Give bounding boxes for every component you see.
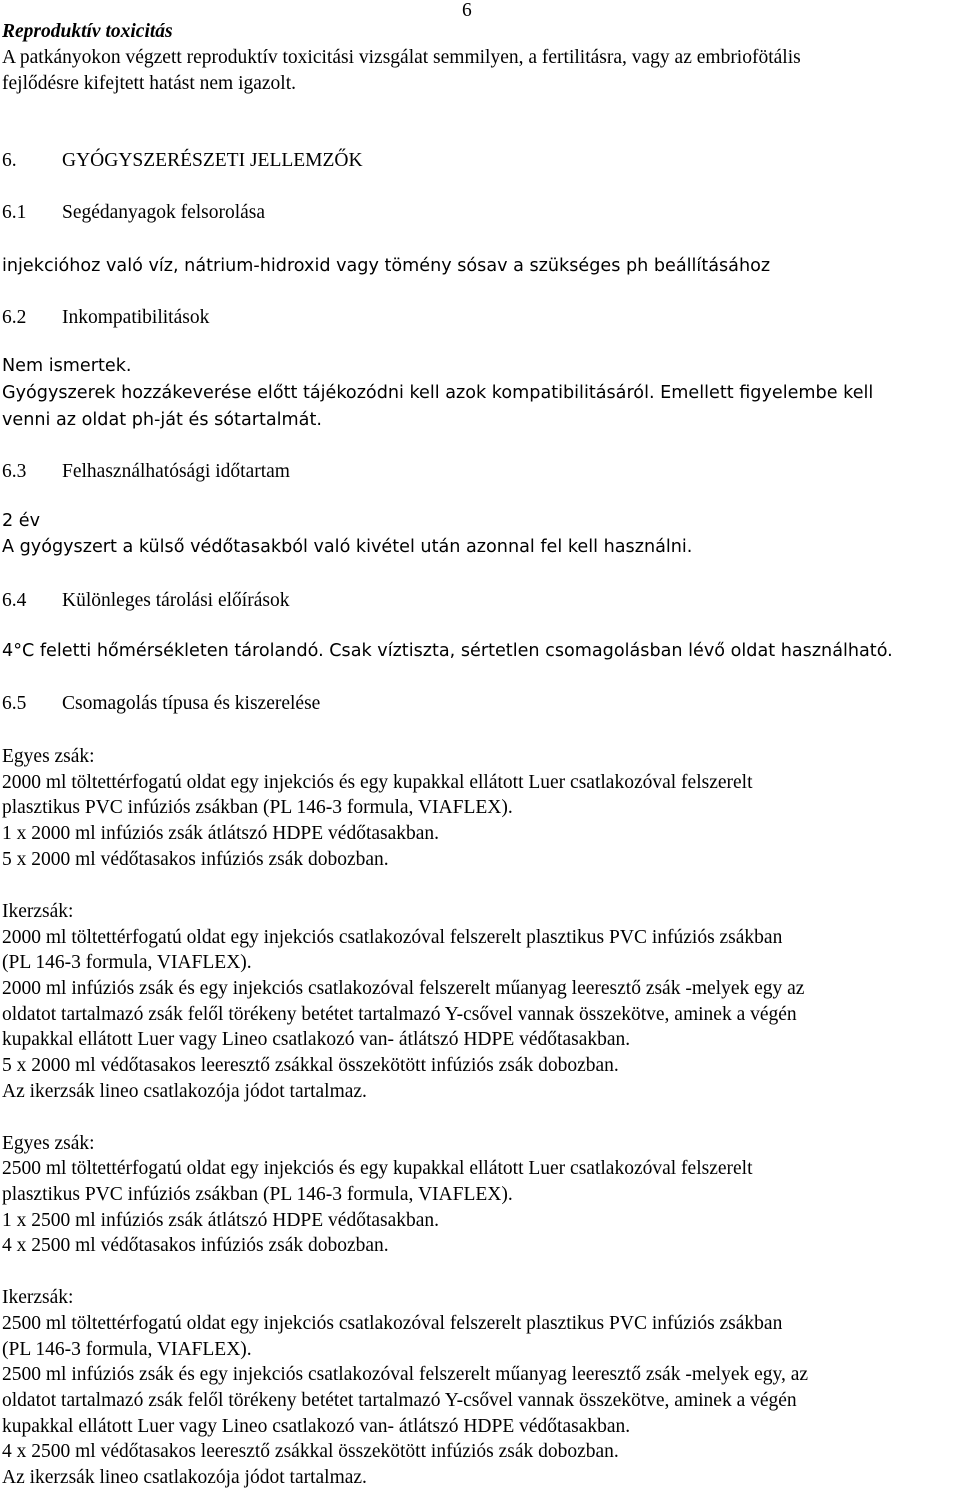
- section-number: 6.4: [2, 590, 27, 611]
- package-block-line: kupakkal ellátott Luer vagy Lineo csatlakozó van- átlátszó HDPE védőtasakban.: [2, 1029, 631, 1050]
- package-block-line: Az ikerzsák lineo csatlakozója jódot tartalmaz.: [2, 1467, 367, 1488]
- package-block-line: oldatot tartalmazó zsák felől törékeny betétet tartalmazó Y-csővel vannak összekötve, aminek a végén: [2, 1004, 797, 1025]
- package-block-label: Ikerzsák:: [2, 901, 74, 922]
- package-block-line: 5 x 2000 ml védőtasakos infúziós zsák dobozban.: [2, 849, 389, 870]
- section-6-5-heading: [2, 693, 320, 714]
- section-6-3-line-1: 2 év: [2, 511, 41, 531]
- section-6-2-line-3: venni az oldat ph-ját és sótartalmát.: [2, 410, 322, 430]
- section-6-heading: [2, 150, 363, 171]
- section-6-2-line-1: Nem ismertek.: [2, 356, 132, 376]
- section-number: 6.3: [2, 461, 27, 482]
- section-6-3-line-2: A gyógyszert a külső védőtasakból való kivétel után azonnal fel kell használni.: [2, 537, 693, 557]
- repro-line-2: fejlődésre kifejtett hatást nem igazolt.: [2, 73, 297, 94]
- package-block-label: Egyes zsák:: [2, 1133, 95, 1154]
- package-block-line: 5 x 2000 ml védőtasakos leeresztő zsákkal összekötött infúziós zsák dobozban.: [2, 1055, 619, 1076]
- section-6-3-heading: [2, 461, 290, 482]
- package-block-line: 2500 ml töltettérfogatú oldat egy injekciós és egy kupakkal ellátott Luer csatlakozóval felszerelt: [2, 1158, 753, 1179]
- section-number: 6.: [2, 150, 17, 171]
- package-block-line: 2000 ml töltettérfogatú oldat egy injekciós csatlakozóval felszerelt plasztikus PVC infúziós zsákban: [2, 927, 783, 948]
- section-6-4-heading: [2, 590, 289, 611]
- section-title: Csomagolás típusa és kiszerelése: [62, 693, 321, 714]
- package-block-label: Egyes zsák:: [2, 746, 95, 767]
- section-6-1-heading: [2, 202, 265, 223]
- package-block-line: 2500 ml töltettérfogatú oldat egy injekciós csatlakozóval felszerelt plasztikus PVC infúziós zsákban: [2, 1313, 783, 1334]
- package-block-line: oldatot tartalmazó zsák felől törékeny betétet tartalmazó Y-csővel vannak összekötve, aminek a végén: [2, 1390, 797, 1411]
- package-block-line: 1 x 2000 ml infúziós zsák átlátszó HDPE védőtasakban.: [2, 823, 440, 844]
- package-block-line: 1 x 2500 ml infúziós zsák átlátszó HDPE védőtasakban.: [2, 1210, 440, 1231]
- repro-heading: Reproduktív toxicitás: [2, 21, 173, 42]
- section-title: Különleges tárolási előírások: [62, 590, 290, 611]
- repro-line-1: A patkányokon végzett reproduktív toxicitási vizsgálat semmilyen, a fertilitásra, vagy az embriofötális: [2, 47, 801, 68]
- section-title: Inkompatibilitások: [62, 307, 210, 328]
- page-number: 6: [462, 0, 472, 21]
- section-6-1-text: injekcióhoz való víz, nátrium-hidroxid vagy tömény sósav a szükséges ph beállításához: [2, 256, 771, 276]
- section-6-4-text: 4°C feletti hőmérsékleten tárolandó. Csak víztiszta, sértetlen csomagolásban lévő oldat használható.: [2, 641, 893, 661]
- package-block-line: 4 x 2500 ml védőtasakos infúziós zsák dobozban.: [2, 1235, 389, 1256]
- package-block-label: Ikerzsák:: [2, 1287, 74, 1308]
- section-number: 6.5: [2, 693, 27, 714]
- package-block-line: 4 x 2500 ml védőtasakos leeresztő zsákkal összekötött infúziós zsák dobozban.: [2, 1441, 619, 1462]
- package-block-line: 2000 ml infúziós zsák és egy injekciós csatlakozóval felszerelt műanyag leeresztő zsák -melyek egy az: [2, 978, 805, 999]
- package-block-line: plasztikus PVC infúziós zsákban (PL 146-3 formula, VIAFLEX).: [2, 797, 513, 818]
- section-title: Felhasználhatósági időtartam: [62, 461, 290, 482]
- section-number: 6.1: [2, 202, 27, 223]
- package-block-line: Az ikerzsák lineo csatlakozója jódot tartalmaz.: [2, 1081, 367, 1102]
- package-block-line: plasztikus PVC infúziós zsákban (PL 146-3 formula, VIAFLEX).: [2, 1184, 513, 1205]
- package-block-line: 2000 ml töltettérfogatú oldat egy injekciós és egy kupakkal ellátott Luer csatlakozóval felszerelt: [2, 772, 753, 793]
- section-number: 6.2: [2, 307, 27, 328]
- package-block-line: 2500 ml infúziós zsák és egy injekciós csatlakozóval felszerelt műanyag leeresztő zsák -melyek egy, az: [2, 1364, 809, 1385]
- package-block-line: (PL 146-3 formula, VIAFLEX).: [2, 952, 252, 973]
- package-block-line: kupakkal ellátott Luer vagy Lineo csatlakozó van- átlátszó HDPE védőtasakban.: [2, 1416, 631, 1437]
- package-block-line: (PL 146-3 formula, VIAFLEX).: [2, 1339, 252, 1360]
- section-6-2-heading: [2, 307, 209, 328]
- section-title: Segédanyagok felsorolása: [62, 202, 266, 223]
- section-6-2-line-2: Gyógyszerek hozzákeverése előtt tájékozódni kell azok kompatibilitásáról. Emellett figyelembe kell: [2, 383, 874, 403]
- section-title: GYÓGYSZERÉSZETI JELLEMZŐK: [62, 150, 363, 171]
